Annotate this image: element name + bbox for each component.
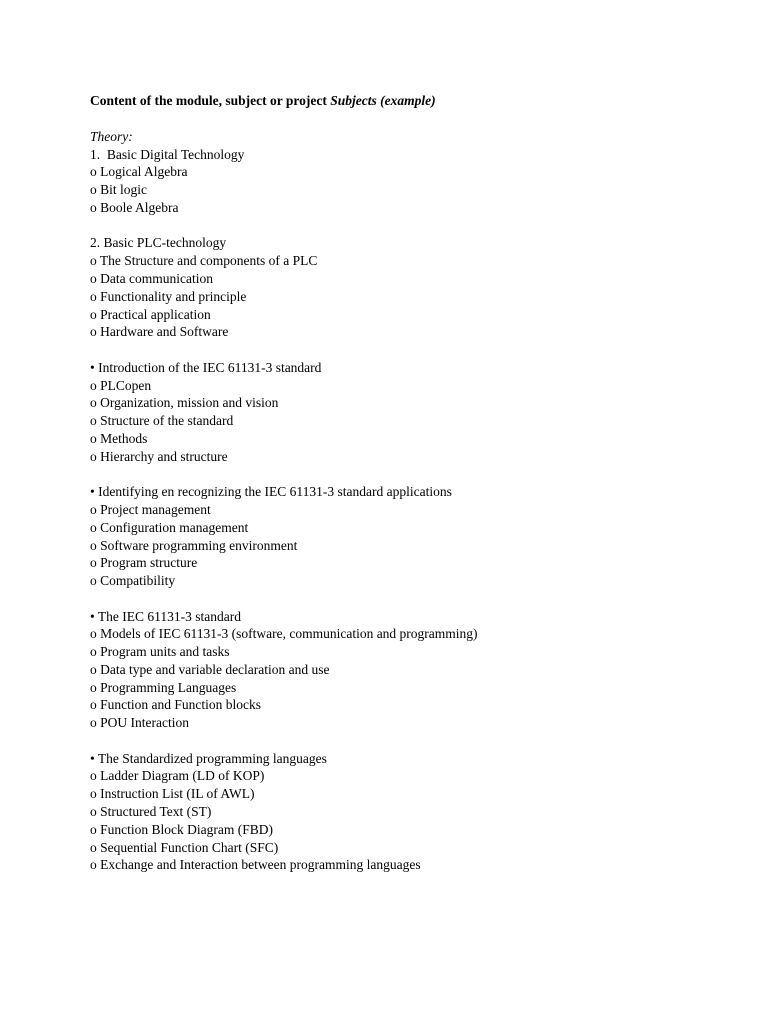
list-item: o Methods	[90, 430, 148, 446]
list-item: o Program structure	[90, 555, 198, 571]
section-programming-languages	[90, 750, 730, 875]
list-item: o Functionality and principle	[90, 288, 247, 304]
list-item: o Software programming environment	[90, 537, 298, 553]
list-item: o Hierarchy and structure	[90, 448, 228, 464]
list-item: o Configuration management	[90, 519, 249, 535]
section-title: 2. Basic PLC-technology	[90, 235, 227, 251]
list-item: o Data type and variable declaration and use	[90, 661, 330, 677]
list-item: o Logical Algebra	[90, 164, 188, 180]
list-item: o The Structure and components of a PLC	[90, 253, 318, 269]
list-item: o Models of IEC 61131-3 (software, communication and programming)	[90, 626, 478, 642]
section-title: 1. Basic Digital Technology	[90, 146, 245, 162]
section-basic-plc-technology	[90, 234, 730, 341]
list-item: o Hardware and Software	[90, 324, 229, 340]
list-item: o Structured Text (ST)	[90, 804, 212, 820]
list-item: o Project management	[90, 501, 211, 517]
document-page	[90, 92, 730, 874]
list-item: o PLCopen	[90, 377, 152, 393]
section-title: • Introduction of the IEC 61131-3 standard	[90, 359, 322, 375]
theory-label: Theory:	[90, 128, 133, 144]
list-item: o Bit logic	[90, 182, 147, 198]
section-title: • The IEC 61131-3 standard	[90, 608, 241, 624]
list-item: o Data communication	[90, 270, 213, 286]
list-item: o Exchange and Interaction between programming languages	[90, 857, 421, 873]
list-item: o Sequential Function Chart (SFC)	[90, 839, 279, 855]
section-basic-digital-technology	[90, 146, 730, 217]
section-identifying-applications	[90, 483, 730, 590]
list-item: o Function and Function blocks	[90, 697, 261, 713]
list-item: o Instruction List (IL of AWL)	[90, 786, 255, 802]
list-item: o Structure of the standard	[90, 413, 234, 429]
list-item: o Organization, mission and vision	[90, 395, 279, 411]
list-item: o Practical application	[90, 306, 211, 322]
list-item: o Ladder Diagram (LD of KOP)	[90, 768, 265, 784]
list-item: o Programming Languages	[90, 679, 237, 695]
heading-main-text: Content of the module, subject or project	[90, 93, 331, 108]
list-item: o Program units and tasks	[90, 644, 230, 660]
heading-italic-text: Subjects (example)	[330, 93, 436, 108]
list-item: o Function Block Diagram (FBD)	[90, 821, 273, 837]
section-iec-standard	[90, 608, 730, 733]
page-heading	[90, 92, 730, 110]
list-item: o Boole Algebra	[90, 199, 179, 215]
list-item: o Compatibility	[90, 573, 176, 589]
section-title: • The Standardized programming languages	[90, 750, 327, 766]
section-title: • Identifying en recognizing the IEC 61131-3 standard applications	[90, 484, 452, 500]
list-item: o POU Interaction	[90, 715, 189, 731]
section-introduction-iec-standard	[90, 359, 730, 466]
